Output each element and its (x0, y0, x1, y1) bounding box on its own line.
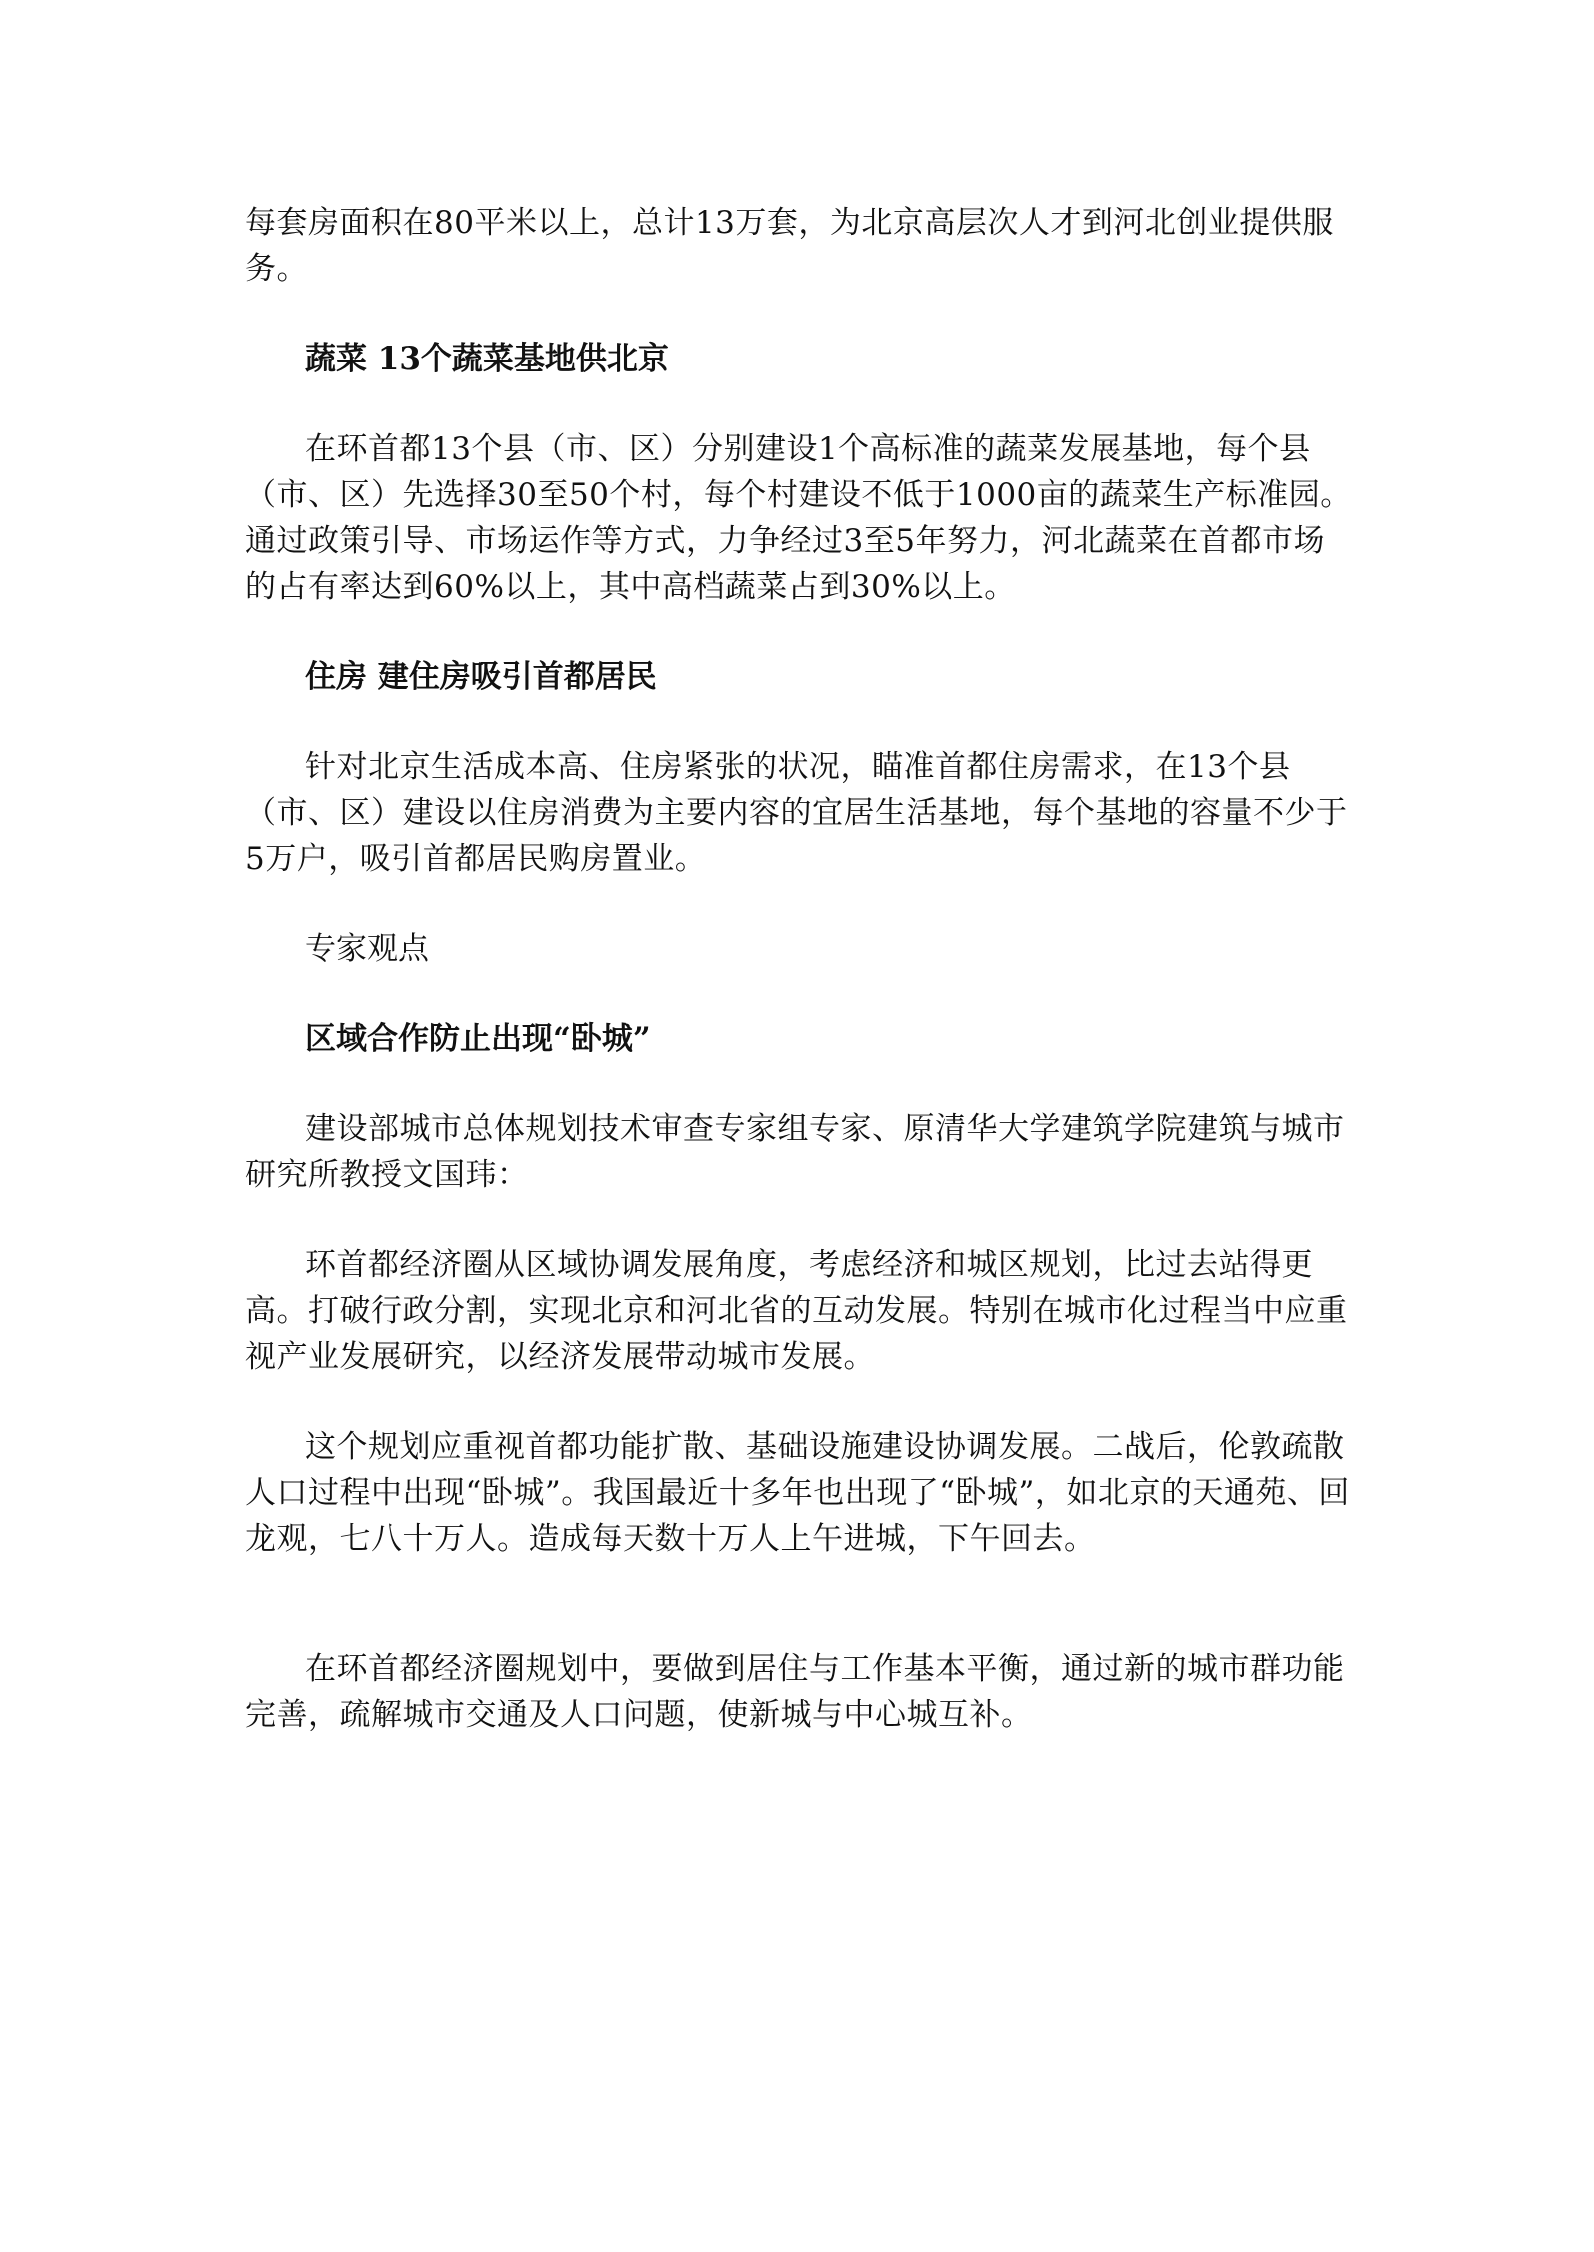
paragraph-vegetables: 在环首都13个县（市、区）分别建设1个高标准的蔬菜发展基地，每个县（市、区）先选择30至50个村，每个村建设不低于1000亩的蔬菜生产标准园。通过政策引导、市场运作等方式，力争经过3至5年努力，河北蔬菜在首都市场的占有率达到60%以上，其中高档蔬菜占到30%以上。 (245, 431, 1352, 605)
paragraph-expert-3: 在环首都经济圈规划中，要做到居住与工作基本平衡，通过新的城市群功能完善，疏解城市交通及人口问题，使新城与中心城互补。 (245, 1651, 1345, 1733)
heading-region-cooperation: 区域合作防止出现“卧城” (305, 1021, 651, 1057)
paragraph-expert-1: 环首都经济圈从区域协调发展角度，考虑经济和城区规划，比过去站得更高。打破行政分割，实现北京和河北省的互动发展。特别在城市化过程当中应重视产业发展研究，以经济发展带动城市发展。 (245, 1247, 1348, 1375)
heading-expert-views: 专家观点 (305, 931, 429, 967)
document-body (245, 200, 1355, 1738)
paragraph-intro: 每套房面积在80平米以上，总计13万套，为北京高层次人才到河北创业提供服务。 (245, 205, 1334, 287)
paragraph-expert-2: 这个规划应重视首都功能扩散、基础设施建设协调发展。二战后，伦敦疏散人口过程中出现“卧城”。我国最近十多年也出现了“卧城”，如北京的天通苑、回龙观，七八十万人。造成每天数十万人上午进城，下午回去。 (245, 1429, 1350, 1557)
paragraph-expert-intro: 建设部城市总体规划技术审查专家组专家、原清华大学建筑学院建筑与城市研究所教授文国玮： (245, 1111, 1345, 1193)
heading-housing: 住房 建住房吸引首都居民 (305, 659, 657, 695)
paragraph-housing: 针对北京生活成本高、住房紧张的状况，瞄准首都住房需求，在13个县（市、区）建设以住房消费为主要内容的宜居生活基地，每个基地的容量不少于5万户，吸引首都居民购房置业。 (245, 749, 1348, 877)
heading-vegetables: 蔬菜 13个蔬菜基地供北京 (305, 341, 669, 377)
